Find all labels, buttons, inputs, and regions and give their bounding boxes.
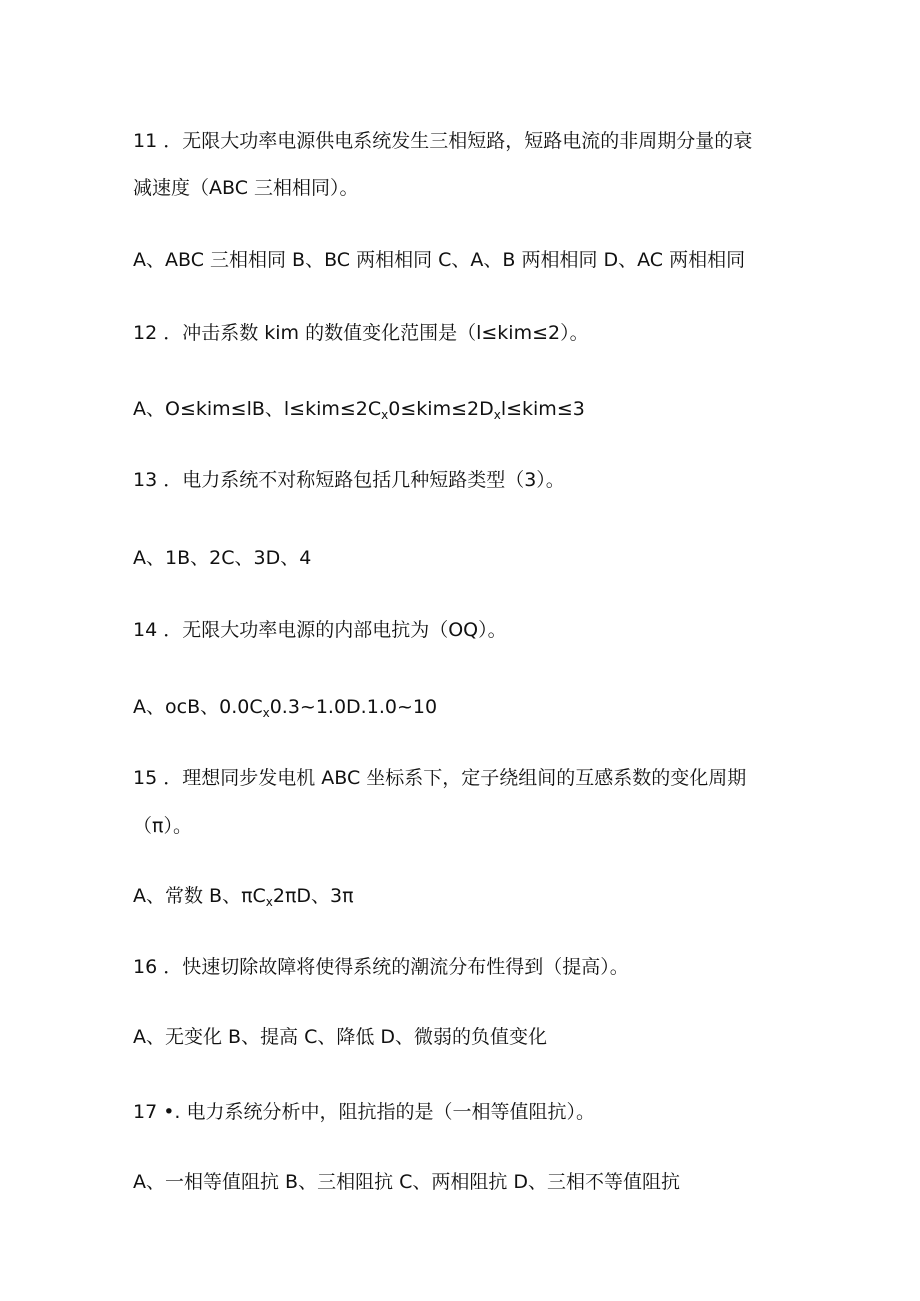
question-14-options (133, 694, 437, 726)
question-14-options-part: 0.3~1.0D.1.0~10 (269, 696, 438, 718)
question-11-text-line-1: 11 ．无限大功率电源供电系统发生三相短路，短路电流的非周期分量的衰 (133, 130, 753, 152)
question-15-options-part: 2πD、3π (272, 885, 354, 907)
question-12-text: 12 ．冲击系数 kim 的数值变化范围是（l≤kim≤2）。 (133, 322, 589, 344)
question-11-text-line-2: 减速度（ABC 三相相同）。 (133, 177, 359, 199)
question-15-options-part: A、常数 B、πC (133, 885, 266, 907)
question-13-options: A、1B、2C、3D、4 (133, 547, 312, 569)
question-16-options: A、无变化 B、提高 C、降低 D、微弱的负值变化 (133, 1026, 548, 1048)
question-12-options-part: l≤kim≤3 (500, 398, 585, 420)
question-12-options-part: 0≤kim≤2D (388, 398, 494, 420)
question-14-text: 14 ．无限大功率电源的内部电抗为（OQ）。 (133, 619, 507, 641)
question-13-text: 13 ．电力系统不对称短路包括几种短路类型（3）。 (133, 469, 565, 491)
question-17-options: A、一相等值阻抗 B、三相阻抗 C、两相阻抗 D、三相不等值阻抗 (133, 1171, 681, 1193)
question-17-text: 17 •. 电力系统分析中，阻抗指的是（一相等值阻抗）。 (133, 1101, 596, 1123)
question-12-options (133, 396, 585, 428)
question-14-options-part: A、ocB、0.0C (133, 696, 263, 718)
question-15-options-subscript: x (265, 895, 273, 909)
question-16-text: 16 ．快速切除故障将使得系统的潮流分布性得到（提高）。 (133, 956, 629, 978)
question-12-options-part: A、O≤kim≤lB、l≤kim≤2C (133, 398, 382, 420)
question-14-options-subscript: x (262, 706, 270, 720)
question-15-text-line-1: 15 ．理想同步发电机 ABC 坐标系下，定子绕组间的互感系数的变化周期 (133, 767, 747, 789)
question-12-options-subscript: x (493, 408, 501, 422)
question-11-options: A、ABC 三相相同 B、BC 两相相同 C、A、B 两相相同 D、AC 两相相同 (133, 249, 746, 271)
question-15-text-line-2: （π）。 (133, 815, 192, 837)
question-12-options-subscript: x (381, 408, 389, 422)
question-15-options (133, 883, 354, 915)
